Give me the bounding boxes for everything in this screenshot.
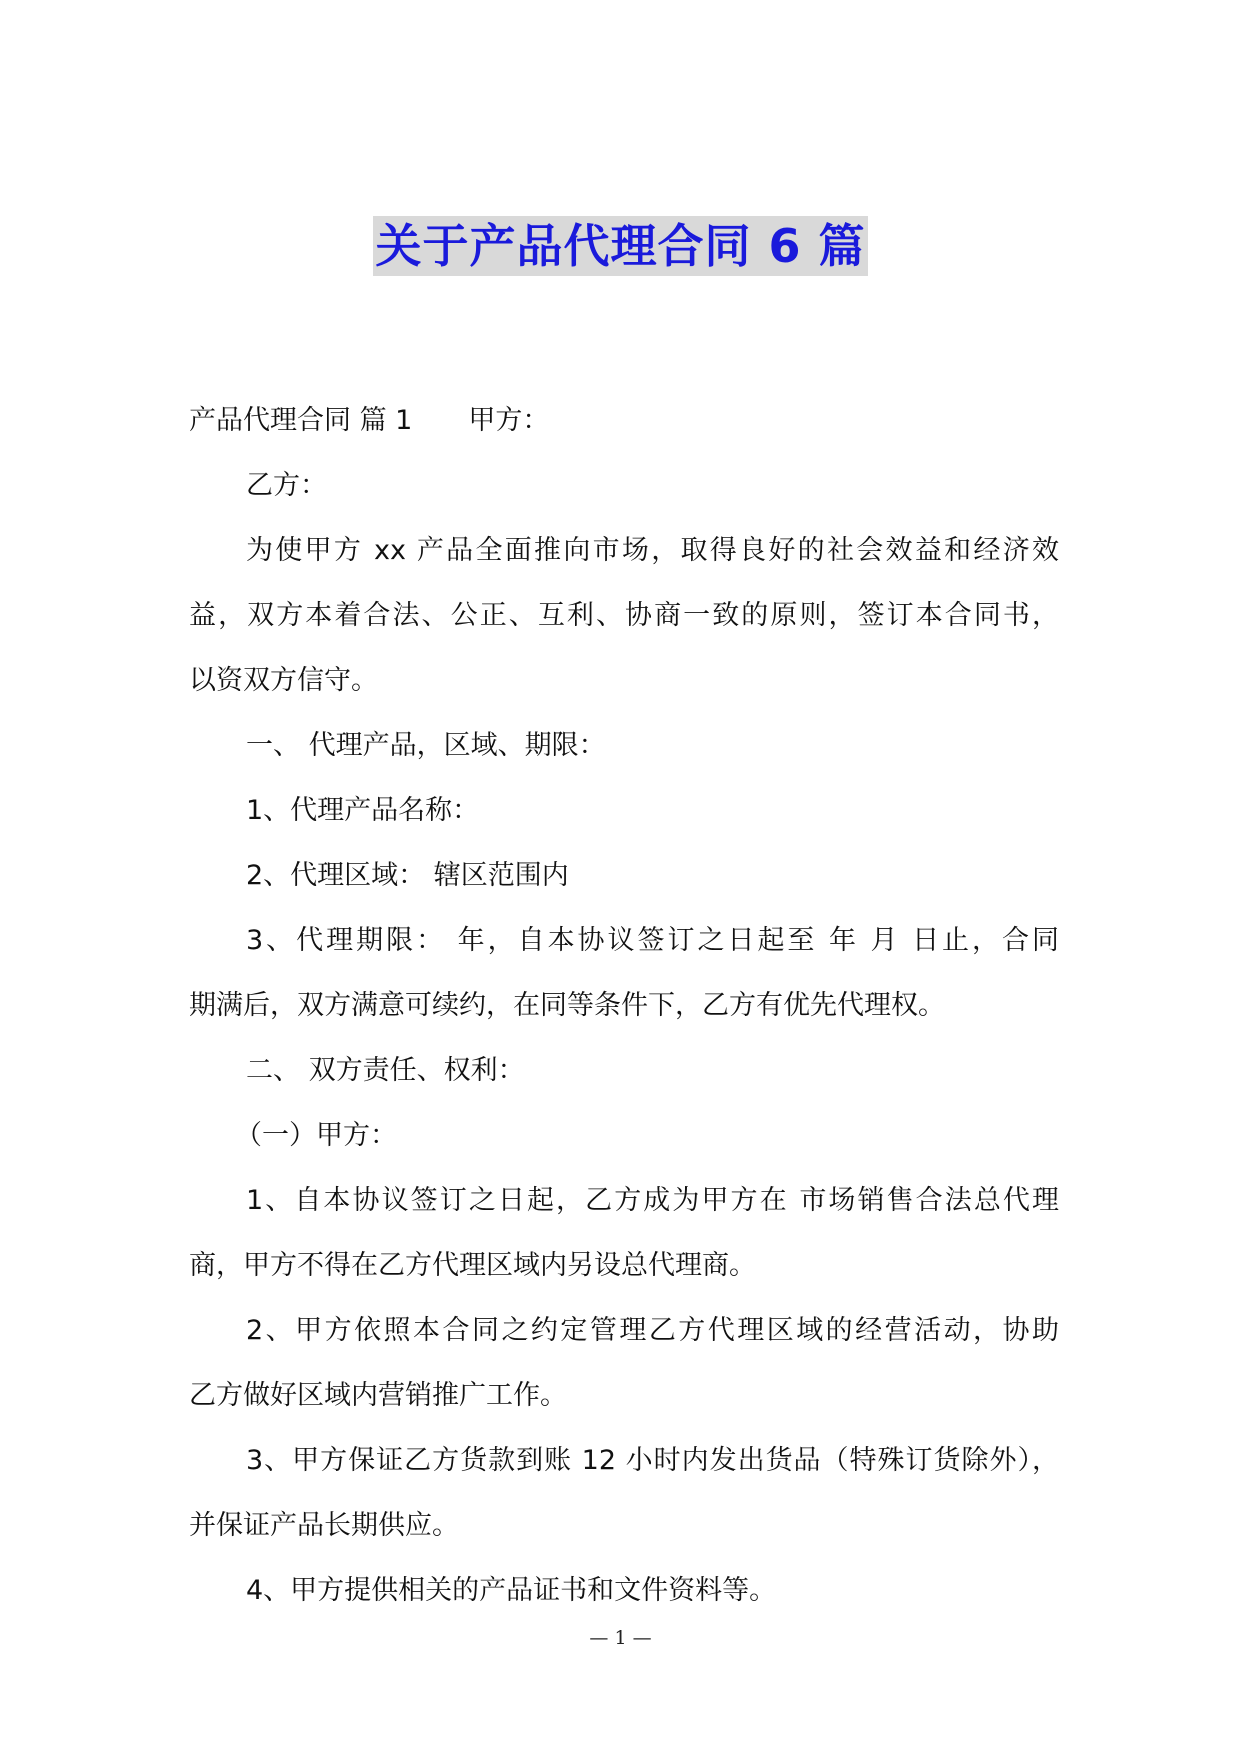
list-item-continued: 商，甲方不得在乙方代理区域内另设总代理商。 <box>189 1250 756 1281</box>
page-number: — 1 — <box>589 1627 652 1649</box>
party-b-label: 乙方： <box>246 470 327 501</box>
list-item: 3、甲方保证乙方货款到账 12 小时内发出货品（特殊订货除外）， <box>246 1445 1059 1476</box>
party-a-label: 甲方： <box>468 405 550 436</box>
section-heading-2: 二、 双方责任、权利： <box>246 1055 525 1086</box>
paragraph-line: 以资双方信守。 <box>189 665 378 696</box>
list-item: 1、代理产品名称： <box>246 795 480 826</box>
list-item: 3、代理期限： 年，自本协议签订之日起至 年 月 日止，合同 <box>246 925 1059 956</box>
list-item: 1、自本协议签订之日起，乙方成为甲方在 市场销售合法总代理 <box>246 1185 1059 1216</box>
list-item: 2、甲方依照本合同之约定管理乙方代理区域的经营活动，协助 <box>246 1315 1059 1346</box>
document-body <box>189 388 1059 1623</box>
document-title: 关于产品代理合同 6 篇 <box>373 216 867 276</box>
paragraph-line: 为使甲方 xx 产品全面推向市场，取得良好的社会效益和经济效 <box>246 535 1059 566</box>
list-item-continued: 并保证产品长期供应。 <box>189 1510 459 1541</box>
section-head-line <box>189 388 1059 453</box>
list-item-continued: 期满后，双方满意可续约，在同等条件下，乙方有优先代理权。 <box>189 990 945 1021</box>
title-wrapper <box>0 216 1241 276</box>
list-item-continued: 乙方做好区域内营销推广工作。 <box>189 1380 567 1411</box>
paragraph-line: 益，双方本着合法、公正、互利、协商一致的原则，签订本合同书， <box>189 600 1059 631</box>
list-item: 2、代理区域： 辖区范围内 <box>246 860 569 891</box>
section-head: 产品代理合同 篇 1 <box>189 405 413 436</box>
section-heading-1: 一、 代理产品，区域、期限： <box>246 730 606 761</box>
list-item: 4、甲方提供相关的产品证书和文件资料等。 <box>246 1575 777 1606</box>
subsection-heading: （一）甲方： <box>235 1120 397 1151</box>
